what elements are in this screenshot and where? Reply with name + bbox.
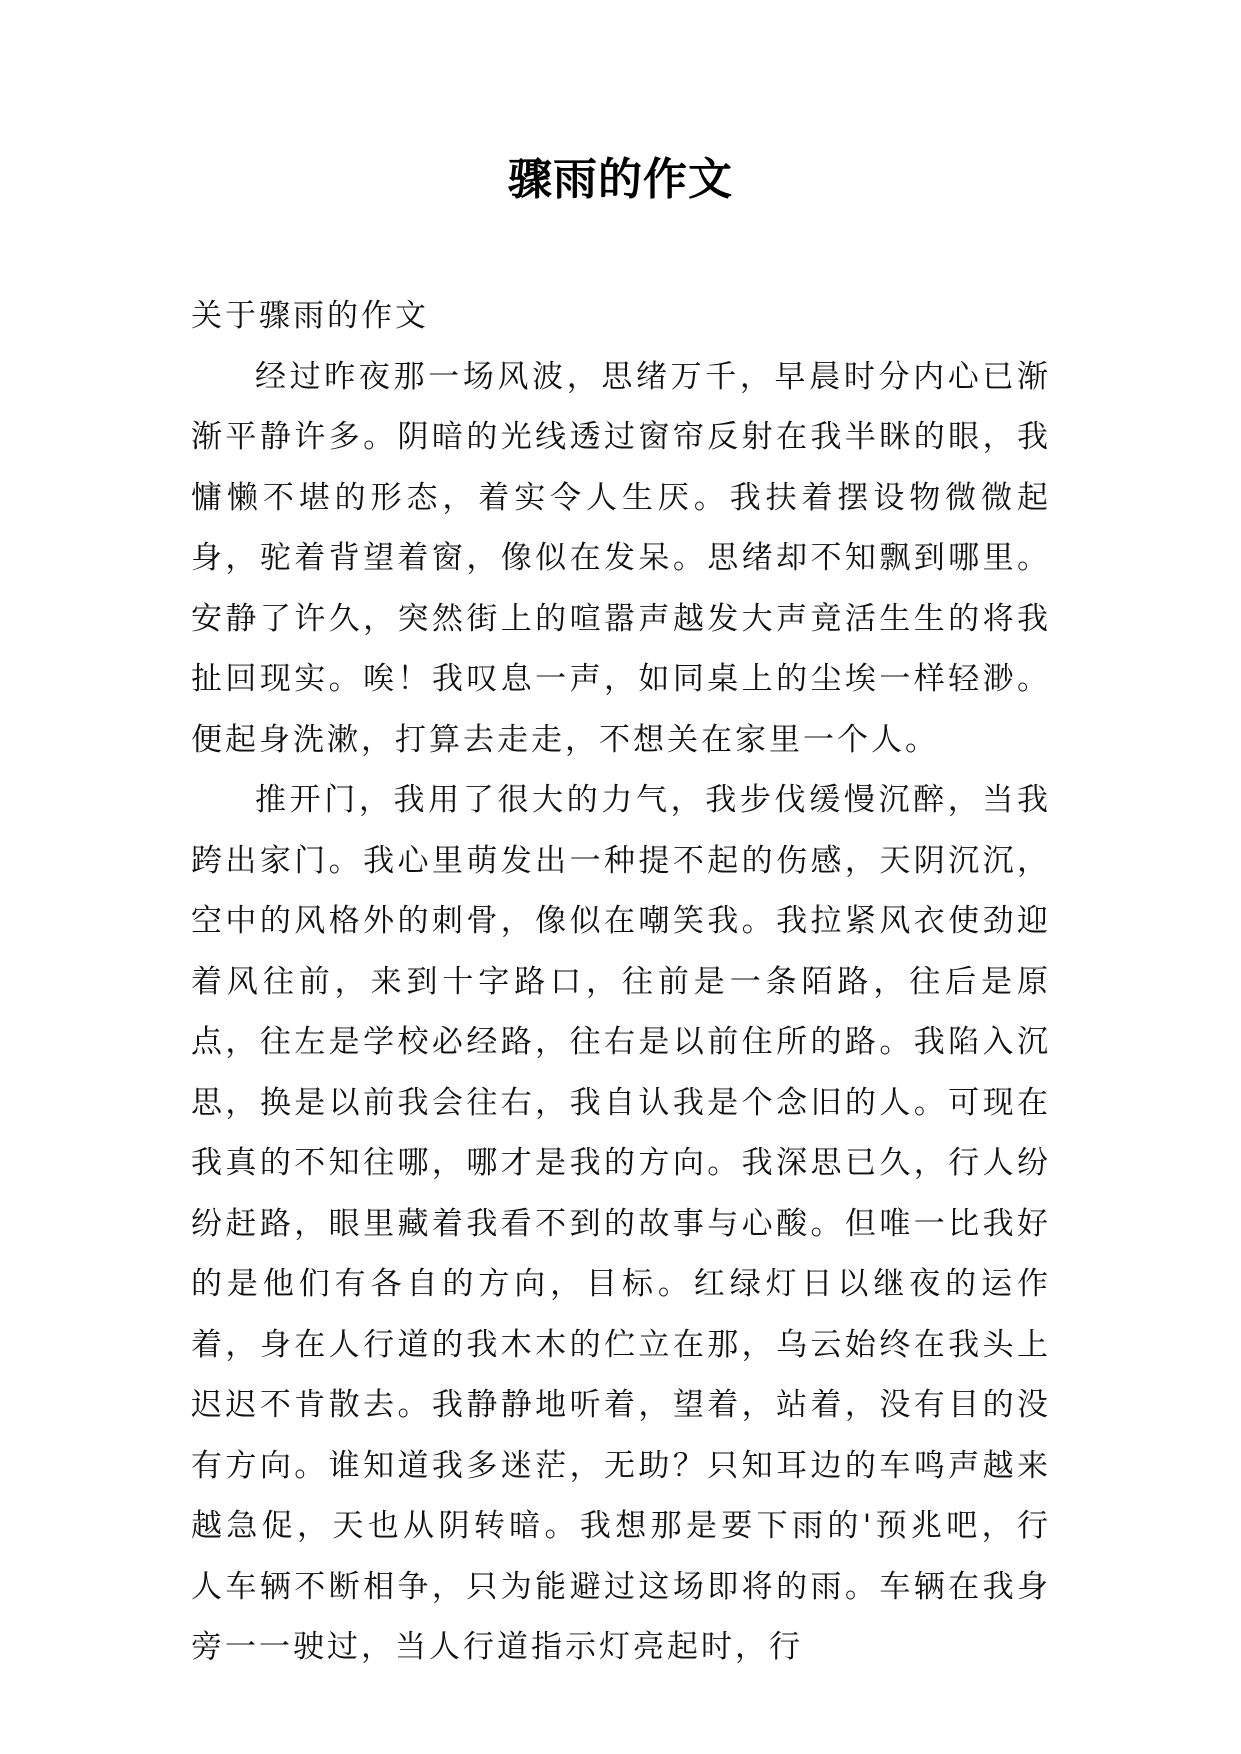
document-title: 骤雨的作文 xyxy=(508,154,733,205)
document-subtitle: 关于骤雨的作文 xyxy=(191,298,429,334)
document-body xyxy=(191,286,1051,1678)
paragraph-2: 推开门，我用了很大的力气，我步伐缓慢沉醉，当我跨出家门。我心里萌发出一种提不起的伤感，天阴沉沉，空中的风格外的刺骨，像似在嘲笑我。我拉紧风衣使劲迎着风往前，来到十字路口，往前是一条陌路，往后是原点，往左是学校必经路，往右是以前住所的路。我陷入沉思，换是以前我会往右，我自认我是个念旧的人。可现在我真的不知往哪，哪才是我的方向。我深思已久，行人纷纷赶路，眼里藏着我看不到的故事与心酸。但唯一比我好的是他们有各自的方向，目标。红绿灯日以继夜的运作着，身在人行道的我木木的伫立在那，乌云始终在我头上迟迟不肯散去。我静静地听着，望着，站着，没有目的没有方向。谁知道我多迷茫，无助？只知耳边的车鸣声越来越急促，天也从阴转暗。我想那是要下雨的'预兆吧，行人车辆不断相争，只为能避过这场即将的雨。车辆在我身旁一一驶过，当人行道指示灯亮起时，行 xyxy=(191,782,1051,1665)
paragraph-1: 经过昨夜那一场风波，思绪万千，早晨时分内心已渐渐平静许多。阴暗的光线透过窗帘反射在我半眯的眼，我慵懒不堪的形态，着实令人生厌。我扶着摆设物微微起身，驼着背望着窗，像似在发呆。思绪却不知飘到哪里。安静了许久，突然街上的喧嚣声越发大声竟活生生的将我扯回现实。唉！我叹息一声，如同桌上的尘埃一样轻渺。便起身洗漱，打算去走走，不想关在家里一个人。 xyxy=(191,358,1051,758)
